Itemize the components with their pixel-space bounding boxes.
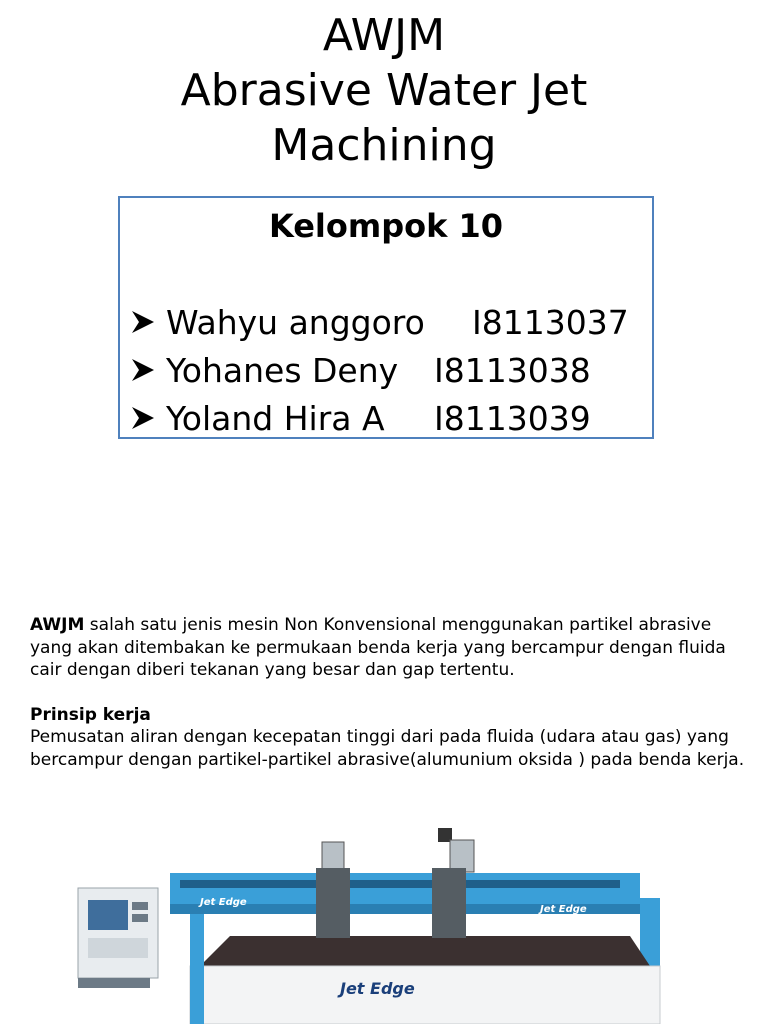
member-name: Yohanes Deny bbox=[166, 350, 399, 390]
member-id: I8113038 bbox=[434, 350, 591, 390]
principle-text: Pemusatan aliran dengan kecepatan tinggi dari pada fluida (udara atau gas) yang bercampur dengan partikel-partikel abrasive(alumunium oksida ) pada benda kerja. bbox=[30, 727, 745, 770]
definition-term: AWJM bbox=[30, 615, 85, 635]
principle-heading: Prinsip kerja bbox=[30, 704, 151, 725]
group-heading: Kelompok 10 bbox=[268, 207, 504, 245]
title-line-3: Machining bbox=[271, 120, 497, 171]
brand-label-front: Jet Edge bbox=[340, 979, 415, 998]
title-line-2: Abrasive Water Jet bbox=[180, 65, 588, 116]
arrow-bullet-icon bbox=[130, 356, 156, 384]
member-id: I8113039 bbox=[434, 398, 591, 438]
member-name: Yoland Hira A bbox=[166, 398, 385, 438]
definition-text: salah satu jenis mesin Non Konvensional menggunakan partikel abrasive yang akan ditembakan ke permukaan benda kerja yang bercampur dengan fluida cair dengan diberi tekanan yang besar dan gap tertentu. bbox=[30, 615, 726, 680]
member-item bbox=[130, 394, 629, 442]
group-box bbox=[118, 196, 654, 439]
page-title bbox=[0, 8, 768, 173]
arrow-bullet-icon bbox=[130, 308, 156, 336]
member-list bbox=[130, 298, 629, 442]
member-item bbox=[130, 346, 629, 394]
arrow-bullet-icon bbox=[130, 404, 156, 432]
brand-label-left: Jet Edge bbox=[200, 897, 247, 908]
member-name: Wahyu anggoro bbox=[166, 302, 425, 342]
title-line-1: AWJM bbox=[322, 10, 446, 61]
definition-paragraph bbox=[30, 614, 750, 682]
brand-label-right: Jet Edge bbox=[540, 904, 587, 915]
principle-paragraph bbox=[30, 704, 750, 772]
member-item bbox=[130, 298, 629, 346]
member-id: I8113037 bbox=[472, 302, 629, 342]
description-block bbox=[30, 614, 750, 771]
machine-photo bbox=[70, 818, 670, 1024]
